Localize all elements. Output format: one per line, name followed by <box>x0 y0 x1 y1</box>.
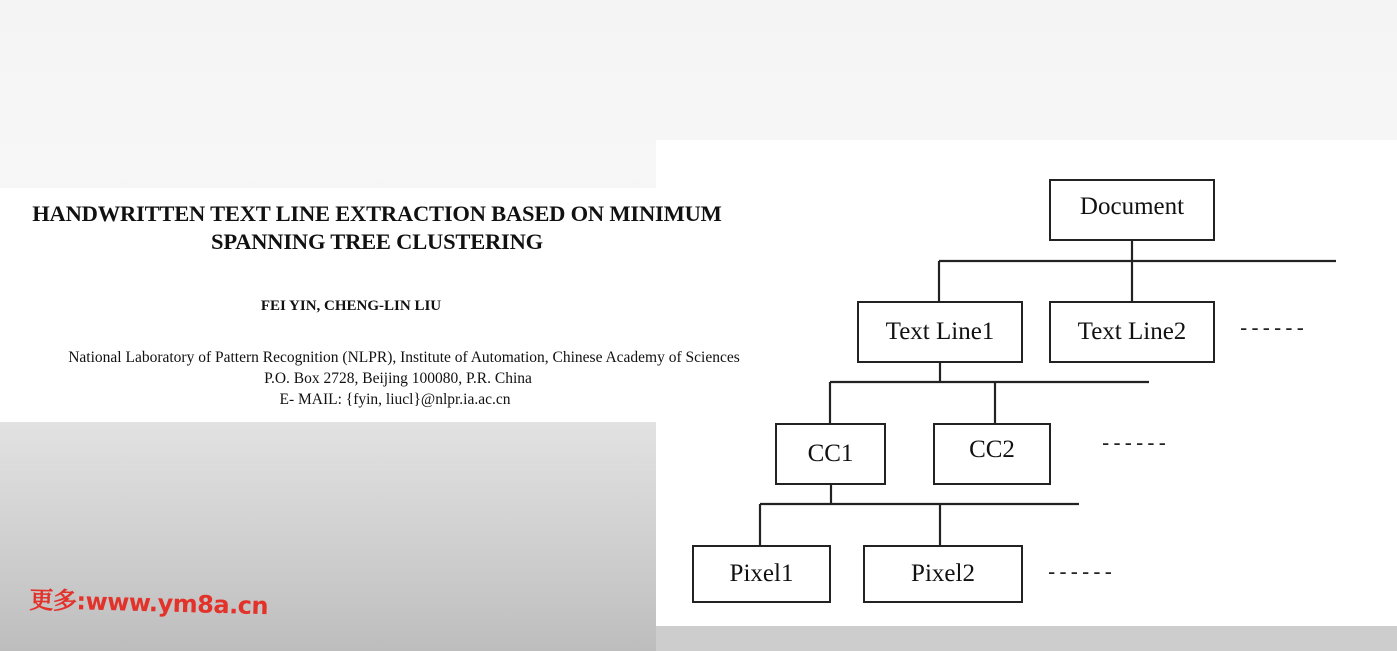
affiliation-email: E- MAIL: {fyin, liucl}@nlpr.ia.ac.cn <box>279 391 511 408</box>
node-text-line-1: Text Line1 <box>857 301 1023 363</box>
affiliation-address: P.O. Box 2728, Beijing 100080, P.R. China <box>264 370 532 387</box>
paper-title: HANDWRITTEN TEXT LINE EXTRACTION BASED ON MINIMUM SPANNING TREE CLUSTERING <box>32 201 722 254</box>
node-cc1: CC1 <box>775 423 886 485</box>
ellipsis-level1: ------ <box>1240 315 1308 340</box>
node-text-line-2: Text Line2 <box>1049 301 1215 363</box>
ellipsis-level2: ------ <box>1102 430 1170 455</box>
watermark-text: 更多:www.ym8a.cn <box>29 585 269 621</box>
node-pixel-2: Pixel2 <box>863 545 1023 603</box>
ellipsis-level3: ------ <box>1048 559 1116 584</box>
affiliation-institution: National Laboratory of Pattern Recognition (NLPR), Institute of Automation, Chinese Academy of Sciences <box>68 349 740 366</box>
node-cc2: CC2 <box>933 423 1051 485</box>
node-pixel-1: Pixel1 <box>692 545 831 603</box>
node-document: Document <box>1049 179 1215 241</box>
paper-authors: FEI YIN, CHENG-LIN LIU <box>260 298 442 314</box>
